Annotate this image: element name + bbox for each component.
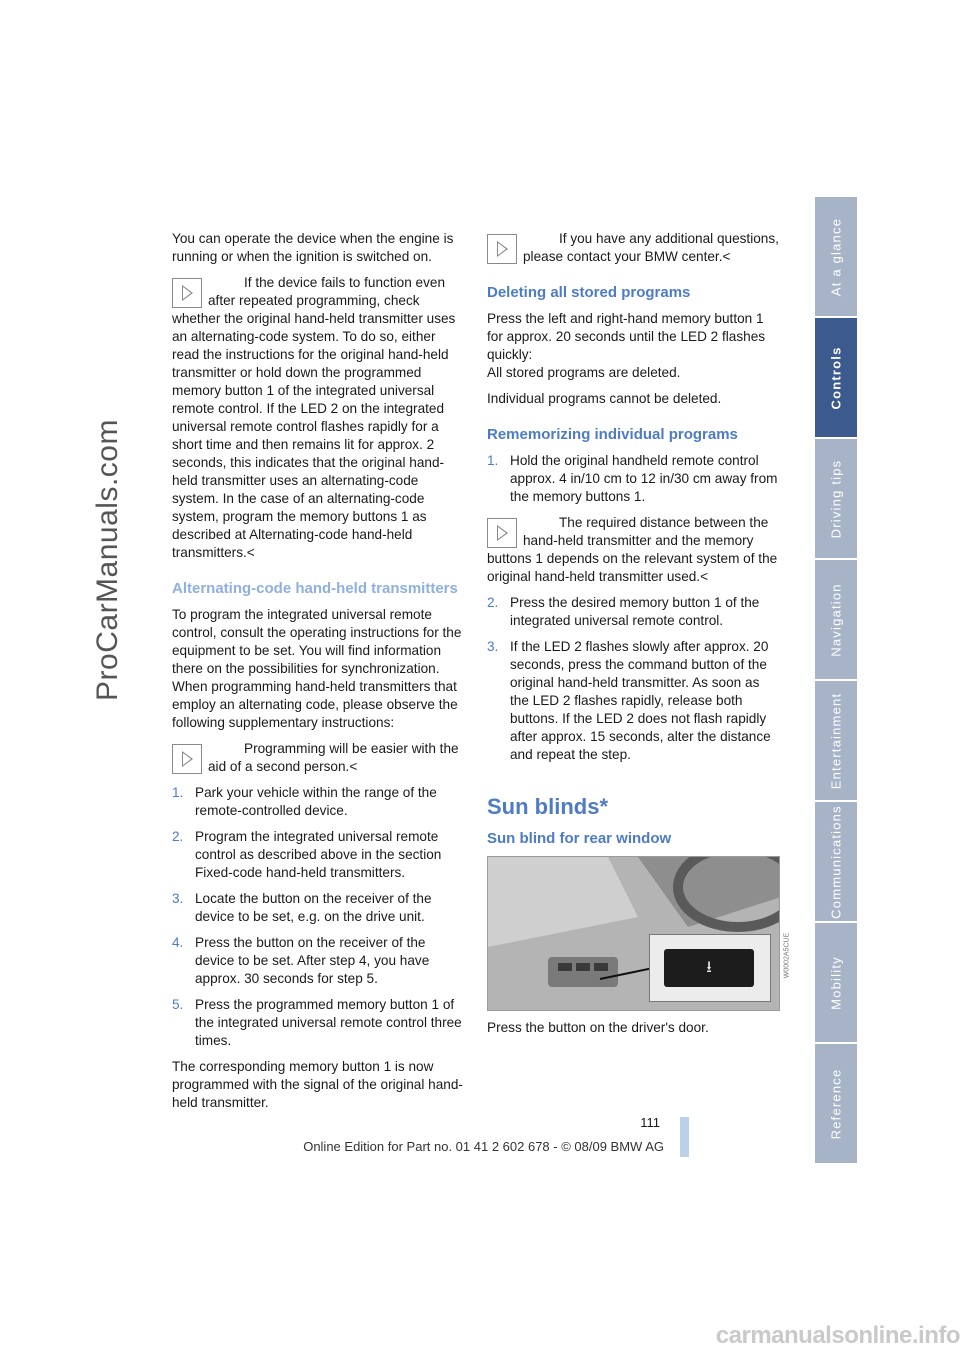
footer-logo: carmanualsonline.info [715, 1322, 960, 1349]
closing-paragraph: The corresponding memory button 1 is now programmed with the signal of the original hand-held transmitter. [172, 1059, 463, 1110]
note-second-person: Programming will be easier with the aid of a second person.< [172, 740, 464, 776]
heading-rear-window: Sun blind for rear window [487, 830, 672, 847]
list-item: 3. Locate the button on the receiver of the device to be set, e.g. on the drive unit. [172, 891, 432, 924]
button-closeup [649, 934, 771, 1002]
note-arrow-icon [172, 278, 202, 308]
intro-paragraph: You can operate the device when the engine is running or when the ignition is switched on. [172, 231, 454, 264]
list-item: 5. Press the programmed memory button 1 of the integrated universal remote control three times. [172, 997, 462, 1048]
figure-caption: Press the button on the driver's door. [487, 1020, 709, 1035]
para-delete-result: All stored programs are deleted. [487, 365, 681, 380]
heading-sun-blinds: Sun blinds* [487, 794, 608, 819]
heading-rememorizing: Rememorizing individual programs [487, 426, 738, 443]
tab-navigation[interactable]: Navigation [815, 560, 857, 679]
rememorize-step-1 [487, 452, 780, 506]
page-number: 111 [640, 1115, 660, 1130]
tab-mobility[interactable]: Mobility [815, 923, 857, 1042]
heading-deleting-programs: Deleting all stored programs [487, 284, 691, 301]
online-edition-note: Online Edition for Part no. 01 41 2 602 678 - © 08/09 BMW AG [303, 1139, 664, 1154]
para-delete-press: Press the left and right-hand memory button 1 for approx. 20 seconds until the LED 2 flashes quickly: [487, 311, 766, 362]
note-arrow-icon [487, 234, 517, 264]
alt-code-steps [172, 784, 464, 1050]
tab-reference[interactable]: Reference [815, 1044, 857, 1163]
list-item: 1. Park your vehicle within the range of the remote-controlled device. [172, 785, 437, 818]
sun-blind-photo [487, 856, 780, 1011]
left-column [172, 230, 464, 1120]
list-item: 2. Press the desired memory button 1 of the integrated universal remote control. [487, 595, 760, 628]
tab-communications[interactable]: Communications [815, 802, 857, 921]
tab-driving-tips[interactable]: Driving tips [815, 439, 857, 558]
list-item: 3. If the LED 2 flashes slowly after approx. 20 seconds, press the command button of the original hand-held transmitter. As soon as the LED 2 flashes rapidly, release both buttons. If the LED 2 does not flash rapidly after approx. 15 seconds, alter the distance and repeat the step. [487, 639, 771, 762]
section-tabs [815, 197, 857, 1165]
list-item: 4. Press the button on the receiver of the device to be set. After step 4, you have approx. 30 seconds for step 5. [172, 935, 430, 986]
note-distance: The required distance between the hand-held transmitter and the memory buttons 1 depends on the relevant system of the original hand-held transmitter used.< [487, 515, 778, 584]
list-item: 2. Program the integrated universal remote control as described above in the section Fixed-code hand-held transmitters. [172, 829, 442, 880]
sun-blind-icon: ⭳ [706, 959, 712, 976]
tab-entertainment[interactable]: Entertainment [815, 681, 857, 800]
note-arrow-icon [172, 744, 202, 774]
footer-accent-bar [680, 1117, 689, 1157]
list-item: 1. Hold the original handheld remote control approx. 4 in/10 cm to 12 in/30 cm away from the memory buttons 1. [487, 453, 778, 504]
rememorize-steps [487, 594, 780, 764]
tab-at-a-glance[interactable]: At a glance [815, 197, 857, 316]
note-bmw-center: If you have any additional questions, please contact your BMW center.< [487, 230, 780, 266]
para-alt-supplementary: When programming hand-held transmitters that employ an alternating code, please observe the following supplementary instructions: [172, 679, 458, 730]
right-column [487, 230, 780, 1045]
heading-alternating-code: Alternating-code hand-held transmitters [172, 580, 458, 597]
note-arrow-icon [487, 518, 517, 548]
note-alternating-check: If the device fails to function even after repeated programming, check whether the original hand-held transmitter uses an alternating-code system. To do so, either read the instructions for the original hand-held transmitter or hold down the programmed memory button 1 of the integrated universal remote control. If the LED 2 on the integrated universal remote control flashes rapidly for a short time and then remains lit for approx. 2 seconds, this indicates that the original hand-held transmitter uses an alternating-code system. In the case of an alternating-code system, program the memory buttons 1 as described at Alternating-code hand-held transmitters.< [172, 275, 456, 560]
para-alt-consult: To program the integrated universal remote control, consult the operating instructions for the equipment to be set. You will find information there on the possibilities for synchronization. [172, 607, 462, 676]
para-delete-individual: Individual programs cannot be deleted. [487, 391, 722, 406]
tab-controls[interactable]: Controls [815, 318, 857, 437]
sun-blind-button [664, 949, 754, 987]
